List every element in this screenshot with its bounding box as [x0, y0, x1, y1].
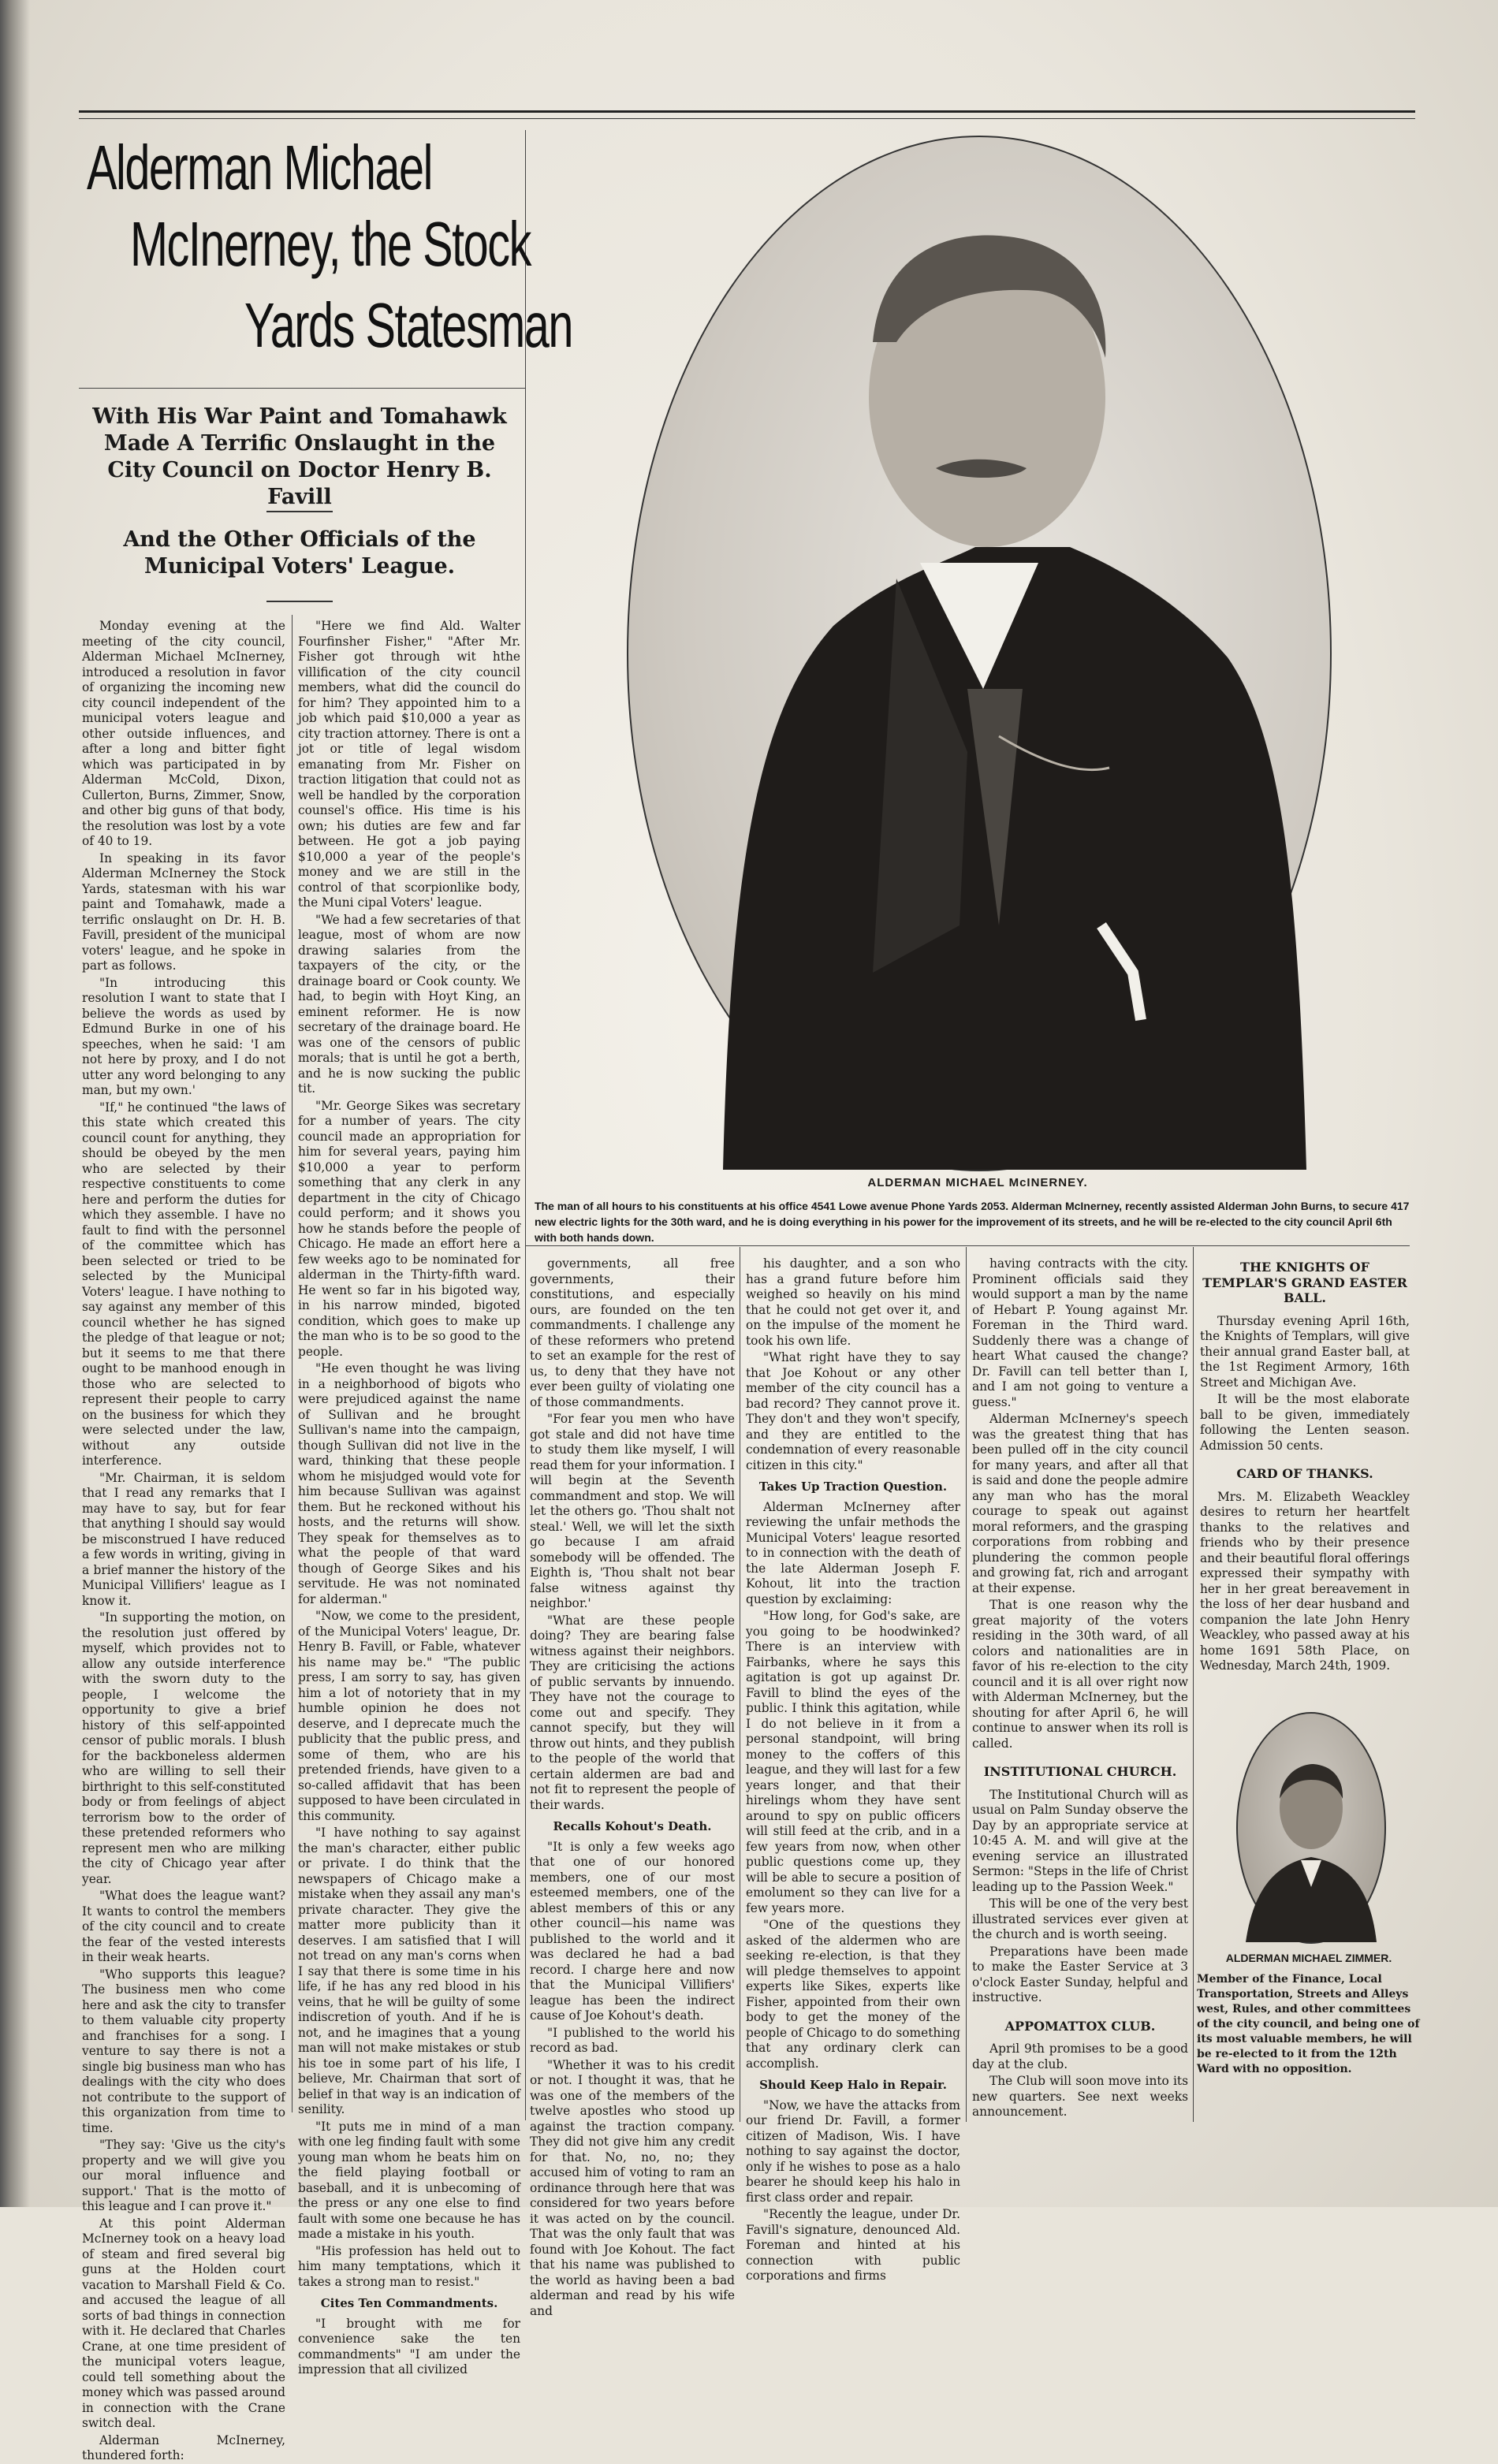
paragraph: "I published to the world his record as bad.	[530, 2025, 735, 2055]
rule-below-headline	[79, 388, 525, 389]
rule-below-caption	[525, 1245, 1410, 1246]
subhead-halo-repair: Should Keep Halo in Repair.	[759, 2078, 947, 2092]
paragraph: "What right have they to say that Joe Kohout or any other member of the city council has a bad record? They cannot prove it. They don't and they won't specify, and they are entitled to the condemnation of every reasonable citizen in this city."	[746, 1350, 960, 1472]
paragraph: "I have nothing to say against the man's character, either public or private. I do think that the newspapers of Chicago make a mistake when they assail any man's private character. They give the matter more publicity than it deserves. I am satisfied that I will not tread on any man's corns when I say that there is some time in his life, if he has any red blood in his veins, that he will be guilty of some indiscretion of youth. And if he is not, and he imagines that a young man will not make mistakes or stub his toe in some part of his life, I believe, Mr. Chairman that sort of belief in that way is an indication of senility.	[298, 1826, 520, 2116]
paragraph: "Now, we have the attacks from our friend Dr. Favill, a former citizen of Madison, Wis. I have nothing to say against the doctor, only if he wishes to pose as a halo bearer he should keep his halo in first class order and repair.	[746, 2097, 960, 2205]
notices-column	[1200, 1256, 1410, 1698]
subhead-traction-question: Takes Up Traction Question.	[758, 1480, 948, 1494]
paragraph: "Recently the league, under Dr. Favill's signature, denounced Ald. Foreman and hinted at his connection with public corporations and firms	[746, 2207, 960, 2283]
paragraph: "Who supports this league? The business men who come here and ask the city to transfer to them valuable city property and franchises for a song. I venture to say there is not a single big business man who has dealings with the city who does not contribute to the support of this organization from time to time.	[82, 1967, 285, 2135]
paragraph: That is one reason why the great majority of the voters residing in the 30th ward, of all colors and nationalities are in favor of his re-election to the city council and it is all over right now with Alderman McInerney, but the shouting for after April 6, he will continue to answer when its roll is called.	[972, 1598, 1188, 1751]
paragraph: "He even thought he was living in a neighborhood of bigots who were prejudiced against the name of Sullivan and he brought Sullivan's name into the campaign, though Sullivan did not live in the ward, thinking that these people whom he misjudged would vote for him because Sullivan was against them. But he reckoned without his hosts, and the returns will show. They speak for themselves as to what the people of that ward though of George Sikes and his servitude. He was not nominated for alderman."	[298, 1361, 520, 1606]
deck-main: With His War Paint and Tomahawk Made A Terrific Onslaught in the City Council on Doctor Henry B. Favill	[92, 404, 507, 509]
portrait-figure	[628, 137, 1330, 1170]
paragraph: "We had a few secretaries of that league, most of whom are now drawing salaries from the taxpayers of the city, or the drainage board or Cook county. We had, to begin with Hoyt King, an eminent reformer. He is now secretary of the drainage board. He was one of the censors of public morals; that is until he got a berth, and he is now sucking the public tit.	[298, 912, 520, 1096]
paragraph: "One of the questions they asked of the aldermen who are seeking re-election, is that they will pledge themselves to appoint experts like Sikes, experts like Fisher, appointed from their own body to get the money of the people of Chicago to do something that any ordinary clerk can accomplish.	[746, 1918, 960, 2071]
headline	[79, 132, 572, 370]
zimmer-label: ALDERMAN MICHAEL ZIMMER.	[1225, 1952, 1392, 1964]
rule-col1-right	[292, 615, 293, 2112]
paragraph: It will be the most elaborate ball to be given, immediately following the Lenten season. Admission 50 cents.	[1200, 1392, 1410, 1453]
paragraph: "For fear you men who have got stale and did not have time to study them like myself, I will read them for your information. I will begin at the Seventh commandment and stop. We will let the others go. 'Thou shalt not steal.' Well, we will let the sixth go because I am afraid somebody will be offended. The Eighth is, 'Thou shalt not bear false witness against thy neighbor.'	[530, 1412, 735, 1610]
paragraph: The Club will soon move into its new quarters. See next weeks announcement.	[972, 2074, 1188, 2119]
paragraph: "Whether it was to his credit or not. I thought it was, that he was one of the members of the twelve apostles who stood up against the traction company. They did not give him any credit for that. No, no, no; they accused him of voting to ram an ordinance through here that was considered for two years before it was acted on by the council. That was the only fault that was found with Joe Kohout. The fact that his name was published to the world as having been a bad alderman and read by his wife and	[530, 2057, 735, 2318]
zimmer-caption: Member of the Finance, Local Transportation, Streets and Alleys west, Rules, and other committees of the city council, and being one of its most valuable members, he will be re-elected to it from the 12th Ward with no opposition.	[1197, 1973, 1420, 2075]
article-column-1	[82, 619, 285, 2462]
paragraph: "Now, we come to the president, of the Municipal Voters' league, Dr. Henry B. Favill, or Fable, whatever his name may be." "The public press, I am sorry to say, has given him a lot of notoriety that in my humble opinion he does not deserve, and I deprecate much the publicity that the public press, and some of them, who are his pretended friends, have given to a so-called affidavit that has been supposed to have been circulated in this community.	[298, 1609, 520, 1823]
paragraph: Thursday evening April 16th, the Knights of Templars, will give their annual grand Easter ball, at the 1st Regiment Armory, 16th Street and Michigan Ave.	[1200, 1313, 1410, 1390]
paragraph: Alderman McInerney after reviewing the unfair methods the Municipal Voters' league resorted to in connection with the death of the late Alderman Joseph F. Kohout, lit into the traction question by exclaiming:	[746, 1499, 960, 1606]
paragraph: "What are these people doing? They are bearing false witness against their neighbors. They are criticising the actions of public servants by innuendo. They have not the courage to come out and specify. They cannot specify, but they will throw out hints, and they publish to the people of the world that certain aldermen are bad and not fit to represent the people of their wards.	[530, 1613, 735, 1812]
page-edge-shadow	[0, 0, 30, 2207]
paragraph: "His profession has held out to him many temptations, which it takes a strong man to resist."	[298, 2243, 520, 2289]
paragraph: Alderman McInerney's speech was the greatest thing that has been pulled off in the city council for many years, and after all that is said and done the people admire any man who has the moral courage to speak out against moral reformers, and the grasping corporations from robbing and plundering the common people and growing fat, rich and arrogant at their expense.	[972, 1412, 1188, 1595]
paragraph: his daughter, and a son who has a grand future before him weighed so heavily on his mind that he could not get over it, and on the impulse of the moment he took his own life.	[746, 1256, 960, 1348]
portrait-zimmer	[1236, 1712, 1386, 1944]
paragraph: "How long, for God's sake, are you going to be hoodwinked? There is an interview with Fairbanks, where he says this agitation is got up against Dr. Favill to blind the eyes of the public. I think this agitation, while I do not believe in it from a personal standpoint, will bring money to the coffers of this league, and they will last for a few years longer, and that their hirelings whom they have sent around to spy on public officers will still feed at the crib, and in a few years from now, when other public questions come up, they will be able to secure a position of emolument so they can live for a few years more.	[746, 1609, 960, 1915]
subhead-knights-templar: THE KNIGHTS OF TEMPLAR'S GRAND EASTER BALL.	[1202, 1260, 1407, 1305]
subhead-card-of-thanks: CARD OF THANKS.	[1236, 1466, 1373, 1481]
rule-col4-right	[966, 1247, 967, 2122]
deck-sub: And the Other Officials of the Municipal Voters' League.	[123, 527, 476, 579]
paragraph: "Here we find Ald. Walter Fourfinsher Fisher," "After Mr. Fisher got through wit hthe villification of the city council members, what did the council do for him? They appointed him to a job which paid $10,000 a year as city traction attorney. There is ont a jot or title of legal wisdom emanating from Mr. Fisher on traction litigation that could not as well be handled by the corporation counsel's office. His time is his own; his duties are few and far between. He got a job paying $10,000 a year of the people's money and we are still in the control of that scorpionlike body, the Muni cipal Voters' league.	[298, 619, 520, 910]
paragraph: "I brought with me for convenience sake the ten commandments" "I am under the impression that all civilized	[298, 2316, 520, 2377]
article-column-4	[746, 1256, 960, 2283]
portrait-mcinerney	[627, 136, 1332, 1171]
paragraph: Monday evening at the meeting of the city council, Alderman Michael McInerney, introduced a resolution in favor of organizing the incoming new city council independent of the municipal voters league and other outside influences, and after a long and bitter fight which was participated in by Alderman McCold, Dixon, Cullerton, Burns, Zimmer, Snow, and other big guns of that body, the resolution was lost by a vote of 40 to 19.	[82, 619, 285, 848]
article-column-2	[298, 619, 520, 2377]
paragraph: "Mr. Chairman, it is seldom that I read any remarks that I may have to say, but for fear that anything I should say would be misconstrued I have reduced a few words in writing, giving in a brief manner the history of the Municipal Villifiers' league as I know it.	[82, 1470, 285, 1608]
subhead-institutional-church: INSTITUTIONAL CHURCH.	[983, 1764, 1177, 1779]
paragraph: This will be one of the very best illustrated services ever given at the church and is worth seeing.	[972, 1896, 1188, 1941]
portrait-zimmer-figure	[1238, 1714, 1384, 1942]
paragraph: governments, all free governments, their constitutions, and especially ours, are founded on the ten commandments. I challenge any of these reformers who pretend to set an example for the rest of us, to deny that they have not ever been guilty of violating one of those commandments.	[530, 1256, 735, 1409]
paragraph: The Institutional Church will as usual on Palm Sunday observe the Day by an appropriate service at 10:45 A. M. and will give at the evening service an illustrated Sermon: "Steps in the life of Christ leading up to the Passion Week."	[972, 1787, 1188, 1894]
top-rule	[79, 110, 1415, 113]
portrait-caption: The man of all hours to his constituents at his office 4541 Lowe avenue Phone Yards 2053. Alderman McInerney, recently assisted Alderman John Burns, to secure 417 new electric lights for the 30th ward, and he is doing everything in his power for the improvement of its streets, and he will be re-elected to the city council April 6th with both hands down.	[535, 1200, 1410, 1244]
paragraph: "They say: 'Give us the city's property and we will give you our moral influence and support.' That is the motto of this league and I can prove it."	[82, 2138, 285, 2213]
paragraph: "In supporting the motion, on the resolution just offered by myself, which provides not to allow any outside interference with the sworn duty to the people, I welcome the opportunity to give a brief history of this self-appointed censor of public morals. I blush for the backboneless aldermen who are willing to sell their birthright to this self-constituted body or from feelings of abject terrorism bow to the order of these pretended reformers who represent men who are milking the city of Chicago year after year.	[82, 1610, 285, 1886]
rule-headline-right	[525, 130, 526, 2120]
rule-col5-right	[1193, 1247, 1194, 2122]
paragraph: In speaking in its favor Alderman McInerney the Stock Yards, statesman with his war paint and Tomahawk, made a terrific onslaught on Dr. H. B. Favill, president of the municipal voters' league, and he spoke in part as follows.	[82, 850, 285, 973]
paragraph: "It is only a few weeks ago that one of our honored members, one of our most esteemed members, one of the ablest members of this or any other council—his name was published to the world and it was declared he had a bad record. I charge here and now that the Municipal Villifiers' league has been the indirect cause of Joe Kohout's death.	[530, 1839, 735, 2023]
article-column-3	[530, 1256, 735, 2318]
paragraph: At this point Alderman McInerney took on a heavy load of steam and fired several big guns at the Holden court vacation to Marshall Field & Co. and accused the league of all sorts of bad things in connection with it. He declared that Charles Crane, at one time president of the municipal voters league, could tell something about the money which was passed around in connection with the Crane switch deal.	[82, 2216, 285, 2430]
paragraph: Alderman McInerney, thundered forth:	[82, 2432, 285, 2462]
article-column-5	[972, 1256, 1188, 2119]
paragraph: "Mr. George Sikes was secretary for a number of years. The city council made an appropriation for him for several years, paying him $10,000 a year to perform something that any clerk in any department in the city of Chicago could perform; and it shows you how he stands before the people of Chicago. He made an effort here a few weeks ago to be nominated for alderman in the Thirty-fifth ward. He went so far in his bigoted way, in his narrow minded, bigoted condition, which goes to make up the man who is to be so good to the people.	[298, 1098, 520, 1359]
subhead-ten-commandments: Cites Ten Commandments.	[320, 2296, 498, 2310]
headline-line-2: McInerney, the Stock	[130, 209, 531, 279]
deck-divider	[266, 511, 333, 512]
paragraph: "It puts me in mind of a man with one leg finding fault with some young man whom he beats him on the field playing football or baseball, and it is unbecoming of the press or any one else to find fault with some one because he has made a mistake in his youth.	[298, 2119, 520, 2241]
paragraph: April 9th promises to be a good day at the club.	[972, 2042, 1188, 2071]
paragraph: "What does the league want? It wants to control the members of the city council and to create the fear of the vested interests in their weak hearts.	[82, 1889, 285, 1964]
paragraph: Mrs. M. Elizabeth Weackley desires to return her heartfelt thanks to the relatives and friends who by their presence and their beautiful floral offerings expressed their sympathy with her in her great bereavement in the loss of her dear husband and companion the late John Henry Weackley, who passed away at his home 1691 58th Place, on Wednesday, March 24th, 1909.	[1200, 1489, 1410, 1673]
headline-line-3: Yards Statesman	[244, 290, 572, 360]
top-rule-thin	[79, 118, 1415, 119]
paragraph: Preparations have been made to make the Easter Service at 3 o'clock Easter Sunday, helpful and instructive.	[972, 1944, 1188, 2004]
paragraph: "In introducing this resolution I want to state that I believe the words as used by Edmund Burke in one of his speeches, when he said: 'I am not here by proxy, and I do not utter any word belonging to any man, but my own.'	[82, 975, 285, 1097]
deck-divider-2	[266, 601, 333, 602]
subhead-appomattox-club: APPOMATTOX CLUB.	[1004, 2018, 1156, 2034]
paragraph: "If," he continued "the laws of this state which created this council count for anything, they should be obeyed by the men who are selected by their respective constituents to come here and perform the duties for which they assemble. I have no fault to find with the personnel of the committee which has been selected or tried to be selected by the Municipal Voters' league. I have nothing to say against any member of this council whether he has signed the pledge of that league or not; but it seems to me that there ought to be manhood enough in those who are selected to represent their people to carry on the business for which they were selected under the law, without any outside interference.	[82, 1100, 285, 1468]
subhead-kohout-death: Recalls Kohout's Death.	[553, 1819, 712, 1833]
portrait-label: ALDERMAN MICHAEL McINERNEY.	[867, 1176, 1088, 1189]
paragraph: having contracts with the city. Prominent officials said they would support a man by the name of Hebart P. Young against Mr. Foreman in the Third ward. Suddenly there was a change of heart What caused the change? Dr. Favill can tell better than I, and I am not going to venture a guess."	[972, 1256, 1188, 1409]
headline-line-1: Alderman Michael	[87, 132, 432, 203]
